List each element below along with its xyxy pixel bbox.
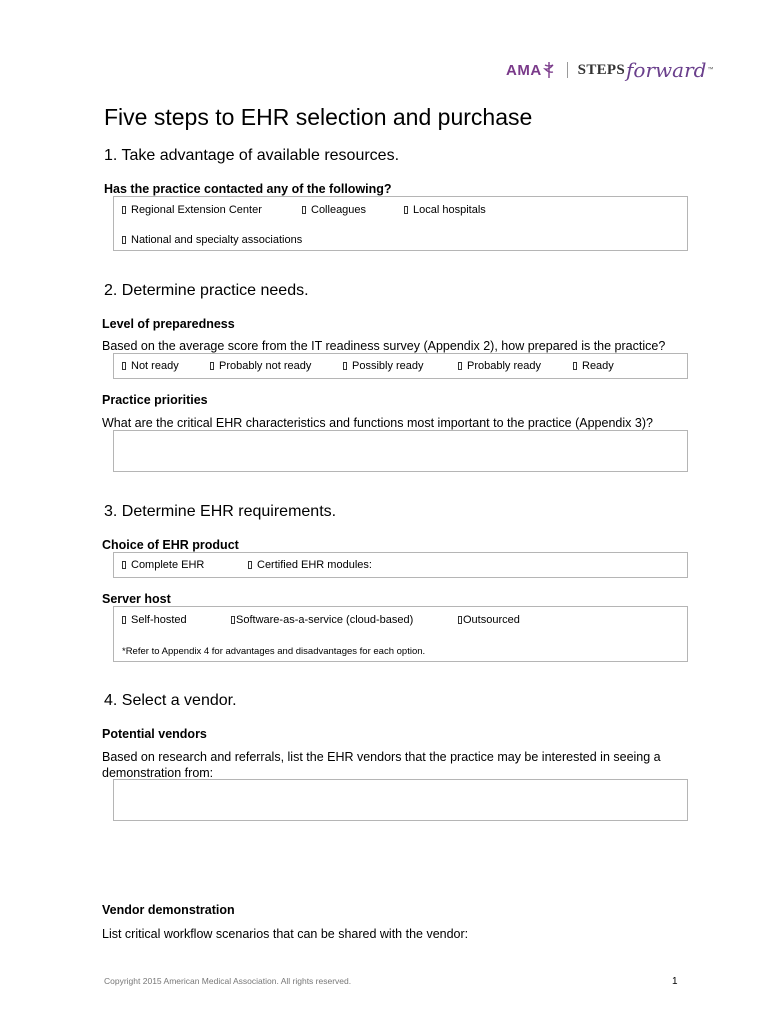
footer-copyright: Copyright 2015 American Medical Association. All rights reserved. [104,976,352,986]
preparedness-question: Based on the average score from the IT readiness survey (Appendix 2), how prepared is the practice? [102,339,666,353]
checkbox-icon[interactable] [458,362,462,370]
potential-vendors-answer-box[interactable] [113,779,688,821]
server-host-options-box [113,606,688,662]
page-title: Five steps to EHR selection and purchase [104,104,533,130]
step4-heading: 4. Select a vendor. [104,692,237,709]
checkbox-icon[interactable] [343,362,347,370]
priorities-question: What are the critical EHR characteristics and functions most important to the practice (Appendix 3)? [102,416,653,430]
ama-steps-forward-logo [506,56,713,84]
option-outsourced[interactable]: Outsourced [458,614,520,626]
step3-heading: 3. Determine EHR requirements. [104,503,337,520]
step1-options-box [113,196,688,251]
option-national-specialty-associations[interactable]: National and specialty associations [122,234,302,246]
vendor-demonstration-question: List critical workflow scenarios that can be shared with the vendor: [102,927,469,941]
logo-divider [567,62,568,78]
checkbox-icon[interactable] [404,206,408,214]
ama-logo-text: AMA [506,61,542,79]
priorities-label: Practice priorities [102,393,208,407]
preparedness-options-box [113,353,688,379]
priorities-answer-box[interactable] [113,430,688,472]
option-probably-ready[interactable]: Probably ready [458,360,541,372]
potential-vendors-label: Potential vendors [102,727,207,741]
option-colleagues[interactable]: Colleagues [302,204,366,216]
checkbox-icon[interactable] [210,362,214,370]
checkbox-icon[interactable] [573,362,577,370]
option-ready[interactable]: Ready [573,360,614,372]
trademark-symbol: ™ [707,67,714,73]
option-complete-ehr[interactable]: Complete EHR [122,559,204,571]
option-software-as-a-service[interactable]: Software-as-a-service (cloud-based) [231,614,413,626]
step1-heading: 1. Take advantage of available resources. [104,147,400,164]
ehr-product-label: Choice of EHR product [102,538,239,552]
forward-logo-text: forward [626,58,707,82]
step1-question: Has the practice contacted any of the following? [104,182,392,196]
server-host-label: Server host [102,592,171,606]
checkbox-icon[interactable] [122,236,126,244]
preparedness-label: Level of preparedness [102,317,235,331]
checkbox-icon[interactable] [458,616,462,624]
option-self-hosted[interactable]: Self-hosted [122,614,187,626]
checkbox-icon[interactable] [231,616,235,624]
ehr-product-options-box [113,552,688,578]
option-local-hospitals[interactable]: Local hospitals [404,204,486,216]
checkbox-icon[interactable] [122,206,126,214]
option-not-ready[interactable]: Not ready [122,360,179,372]
checkbox-icon[interactable] [122,362,126,370]
ama-caduceus-icon [543,61,555,79]
option-probably-not-ready[interactable]: Probably not ready [210,360,311,372]
checkbox-icon[interactable] [122,561,126,569]
checkbox-icon[interactable] [302,206,306,214]
option-certified-ehr-modules[interactable]: Certified EHR modules: [248,559,372,571]
checkbox-icon[interactable] [122,616,126,624]
step2-heading: 2. Determine practice needs. [104,282,309,299]
option-regional-extension-center[interactable]: Regional Extension Center [122,204,262,216]
server-host-note: *Refer to Appendix 4 for advantages and disadvantages for each option. [122,646,426,657]
option-possibly-ready[interactable]: Possibly ready [343,360,424,372]
checkbox-icon[interactable] [248,561,252,569]
page-number: 1 [672,976,678,987]
steps-logo-text: STEPS [577,61,626,78]
potential-vendors-question: Based on research and referrals, list the EHR vendors that the practice may be interested in seeing a demonstration from: [102,750,661,780]
vendor-demonstration-label: Vendor demonstration [102,903,235,917]
